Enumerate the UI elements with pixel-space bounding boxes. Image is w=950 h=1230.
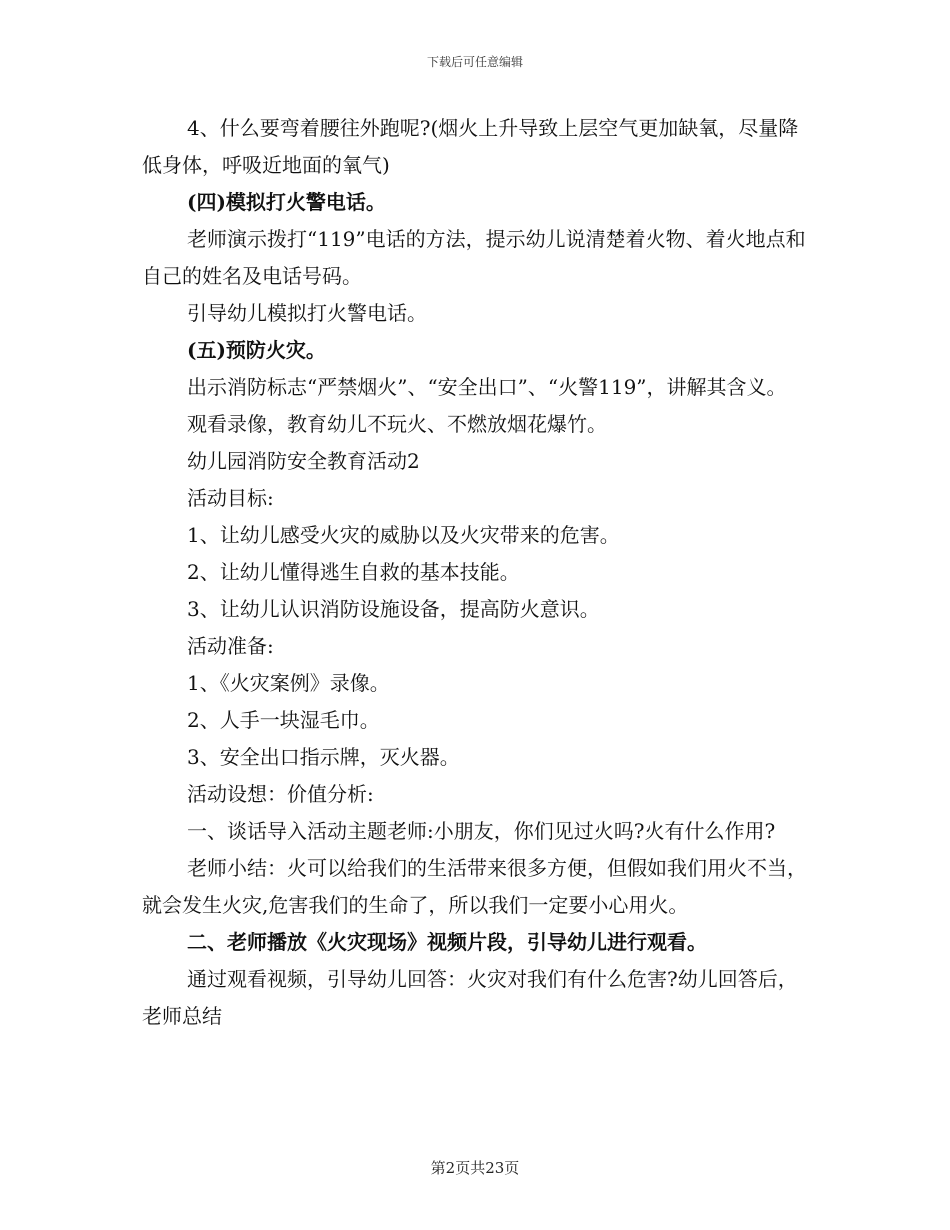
page-header: 下载后可任意编辑	[426, 55, 523, 69]
paragraph: 观看录像，教育幼儿不玩火、不燃放烟花爆竹。	[187, 412, 607, 436]
list-item: 1、让幼儿感受火灾的威胁以及火灾带来的危害。	[187, 523, 620, 547]
section-heading: (五)预防火灾。	[187, 338, 326, 362]
section-heading: 二、老师播放《火灾现场》视频片段，引导幼儿进行观看。	[187, 930, 707, 954]
paragraph: 活动准备:	[187, 634, 274, 658]
page-footer: 第2页共23页	[430, 1159, 520, 1177]
list-item: 3、安全出口指示牌，灭火器。	[187, 745, 460, 769]
paragraph: 活动设想：价值分析:	[187, 782, 374, 806]
list-item: 2、让幼儿懂得逃生自救的基本技能。	[187, 560, 520, 584]
document-body	[142, 110, 810, 1035]
paragraph: 活动目标:	[187, 486, 274, 510]
activity-title: 幼儿园消防安全教育活动2	[187, 449, 420, 473]
list-item: 1、《火灾案例》录像。	[187, 671, 390, 695]
section-heading: (四)模拟打火警电话。	[187, 190, 386, 214]
paragraph: 引导幼儿模拟打火警电话。	[187, 301, 427, 325]
paragraph: 4、什么要弯着腰往外跑呢?(烟火上升导致上层空气更加缺氧，尽量降低身体，呼吸近地面的氧气)	[142, 116, 799, 177]
paragraph: 老师小结：火可以给我们的生活带来很多方便，但假如我们用火不当，就会发生火灾,危害我们的生命了，所以我们一定要小心用火。	[142, 856, 807, 917]
paragraph: 出示消防标志“严禁烟火”、“安全出口”、“火警119”，讲解其含义。	[187, 375, 787, 399]
paragraph: 通过观看视频，引导幼儿回答：火灾对我们有什么危害?幼儿回答后，老师总结	[142, 967, 798, 1028]
paragraph: 老师演示拨打“119”电话的方法，提示幼儿说清楚着火物、着火地点和自己的姓名及电话号码。	[142, 227, 806, 288]
paragraph: 一、谈话导入活动主题老师:小朋友，你们见过火吗?火有什么作用?	[187, 819, 776, 843]
list-item: 2、人手一块湿毛巾。	[187, 708, 380, 732]
list-item: 3、让幼儿认识消防设施设备，提高防火意识。	[187, 597, 600, 621]
